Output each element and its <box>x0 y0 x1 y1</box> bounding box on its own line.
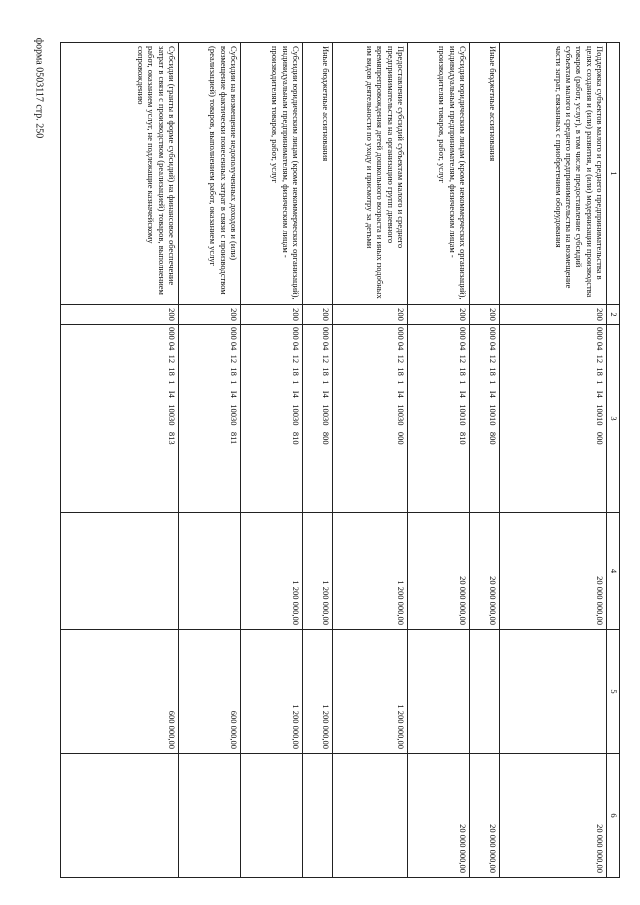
unexecuted-amount <box>333 754 408 878</box>
line-code: 200 <box>500 305 607 325</box>
approved-amount: 20 000 000,00 <box>500 513 607 630</box>
approved-amount: 1 200 000,00 <box>303 513 333 630</box>
line-code: 200 <box>61 305 179 325</box>
budget-classification-code: 000 04 12 18 1 I4 10010 000 <box>500 325 607 513</box>
executed-amount <box>500 630 607 754</box>
unexecuted-amount: 20 000 000,00 <box>470 754 500 878</box>
table-row <box>61 43 179 878</box>
table-row <box>179 43 241 878</box>
approved-amount: 20 000 000,00 <box>470 513 500 630</box>
budget-execution-table <box>60 42 620 878</box>
column-header: 6 <box>607 754 620 878</box>
approved-amount <box>179 513 241 630</box>
approved-amount <box>61 513 179 630</box>
unexecuted-amount <box>303 754 333 878</box>
budget-classification-code: 000 04 12 18 1 I4 10030 800 <box>303 325 333 513</box>
approved-amount: 1 200 000,00 <box>333 513 408 630</box>
column-header: 3 <box>607 325 620 513</box>
column-header: 1 <box>607 43 620 305</box>
row-name: Иные бюджетные ассигнования <box>470 43 500 305</box>
approved-amount: 20 000 000,00 <box>408 513 470 630</box>
budget-classification-code: 000 04 12 18 1 I4 10030 811 <box>179 325 241 513</box>
approved-amount: 1 200 000,00 <box>241 513 303 630</box>
column-header: 5 <box>607 630 620 754</box>
budget-classification-code: 000 04 12 18 1 I4 10030 000 <box>333 325 408 513</box>
report-table-container <box>60 42 620 877</box>
column-header: 4 <box>607 513 620 630</box>
unexecuted-amount <box>241 754 303 878</box>
row-name: Субсидии (гранты в форме субсидий) на финансовое обеспечение затрат в связи с производством (реализацией) товаров, выполнением работ, оказанием услуг, не подлежащие казначейскому сопровождению <box>61 43 179 305</box>
line-code: 200 <box>241 305 303 325</box>
unexecuted-amount <box>61 754 179 878</box>
table-row <box>333 43 408 878</box>
table-row <box>470 43 500 878</box>
table-row <box>408 43 470 878</box>
row-name: Субсидии юридическим лицам (кроме некоммерческих организаций), индивидуальным предпринимателям, физическим лицам - производителям товаров, работ, услуг <box>408 43 470 305</box>
unexecuted-amount <box>179 754 241 878</box>
rotated-table-frame <box>60 42 620 877</box>
budget-classification-code: 000 04 12 18 1 I4 10010 800 <box>470 325 500 513</box>
table-row <box>303 43 333 878</box>
unexecuted-amount: 20 000 000,00 <box>408 754 470 878</box>
budget-classification-code: 000 04 12 18 1 I4 10030 813 <box>61 325 179 513</box>
executed-amount: 600 000,00 <box>179 630 241 754</box>
table-row <box>500 43 607 878</box>
row-name: Предоставление субсидий субъектам малого и среднего предпринимательства на организацию групп дневного времяпрепровождения детей дошкольного возраста и иных подобных им видов деятельности по уходу и присмотру за детьми <box>333 43 408 305</box>
executed-amount: 600 000,00 <box>61 630 179 754</box>
budget-classification-code: 000 04 12 18 1 I4 10010 810 <box>408 325 470 513</box>
line-code: 200 <box>303 305 333 325</box>
line-code: 200 <box>333 305 408 325</box>
executed-amount: 1 200 000,00 <box>241 630 303 754</box>
column-header: 2 <box>607 305 620 325</box>
row-name: Субсидии юридическим лицам (кроме некоммерческих организаций), индивидуальным предпринимателям, физическим лицам - производителям товаров, работ, услуг <box>241 43 303 305</box>
executed-amount <box>408 630 470 754</box>
budget-classification-code: 000 04 12 18 1 I4 10030 810 <box>241 325 303 513</box>
line-code: 200 <box>470 305 500 325</box>
line-code: 200 <box>179 305 241 325</box>
row-name: Субсидии на возмещение недополученных доходов и (или) возмещение фактически понесенных затрат в связи с производством (реализацией) товаров, выполнением работ, оказанием услуг <box>179 43 241 305</box>
form-page-label <box>24 20 54 155</box>
line-code: 200 <box>408 305 470 325</box>
executed-amount <box>470 630 500 754</box>
unexecuted-amount: 20 000 000,00 <box>500 754 607 878</box>
row-name: Поддержка субъектов малого и среднего предпринимательства в целях создания и (или) развития, и (или) модернизации производства товаров (работ, услуг), в том числе предоставление субсидий субъектам малого и среднего предпринимательства на возмещение части затрат, связанных с приобретением оборудования <box>500 43 607 305</box>
executed-amount: 1 200 000,00 <box>303 630 333 754</box>
row-name: Иные бюджетные ассигнования <box>303 43 333 305</box>
column-header-row <box>607 43 620 878</box>
executed-amount: 1 200 000,00 <box>333 630 408 754</box>
table-row <box>241 43 303 878</box>
form-label-text: форма 0503117 стр. 250 <box>33 37 45 138</box>
